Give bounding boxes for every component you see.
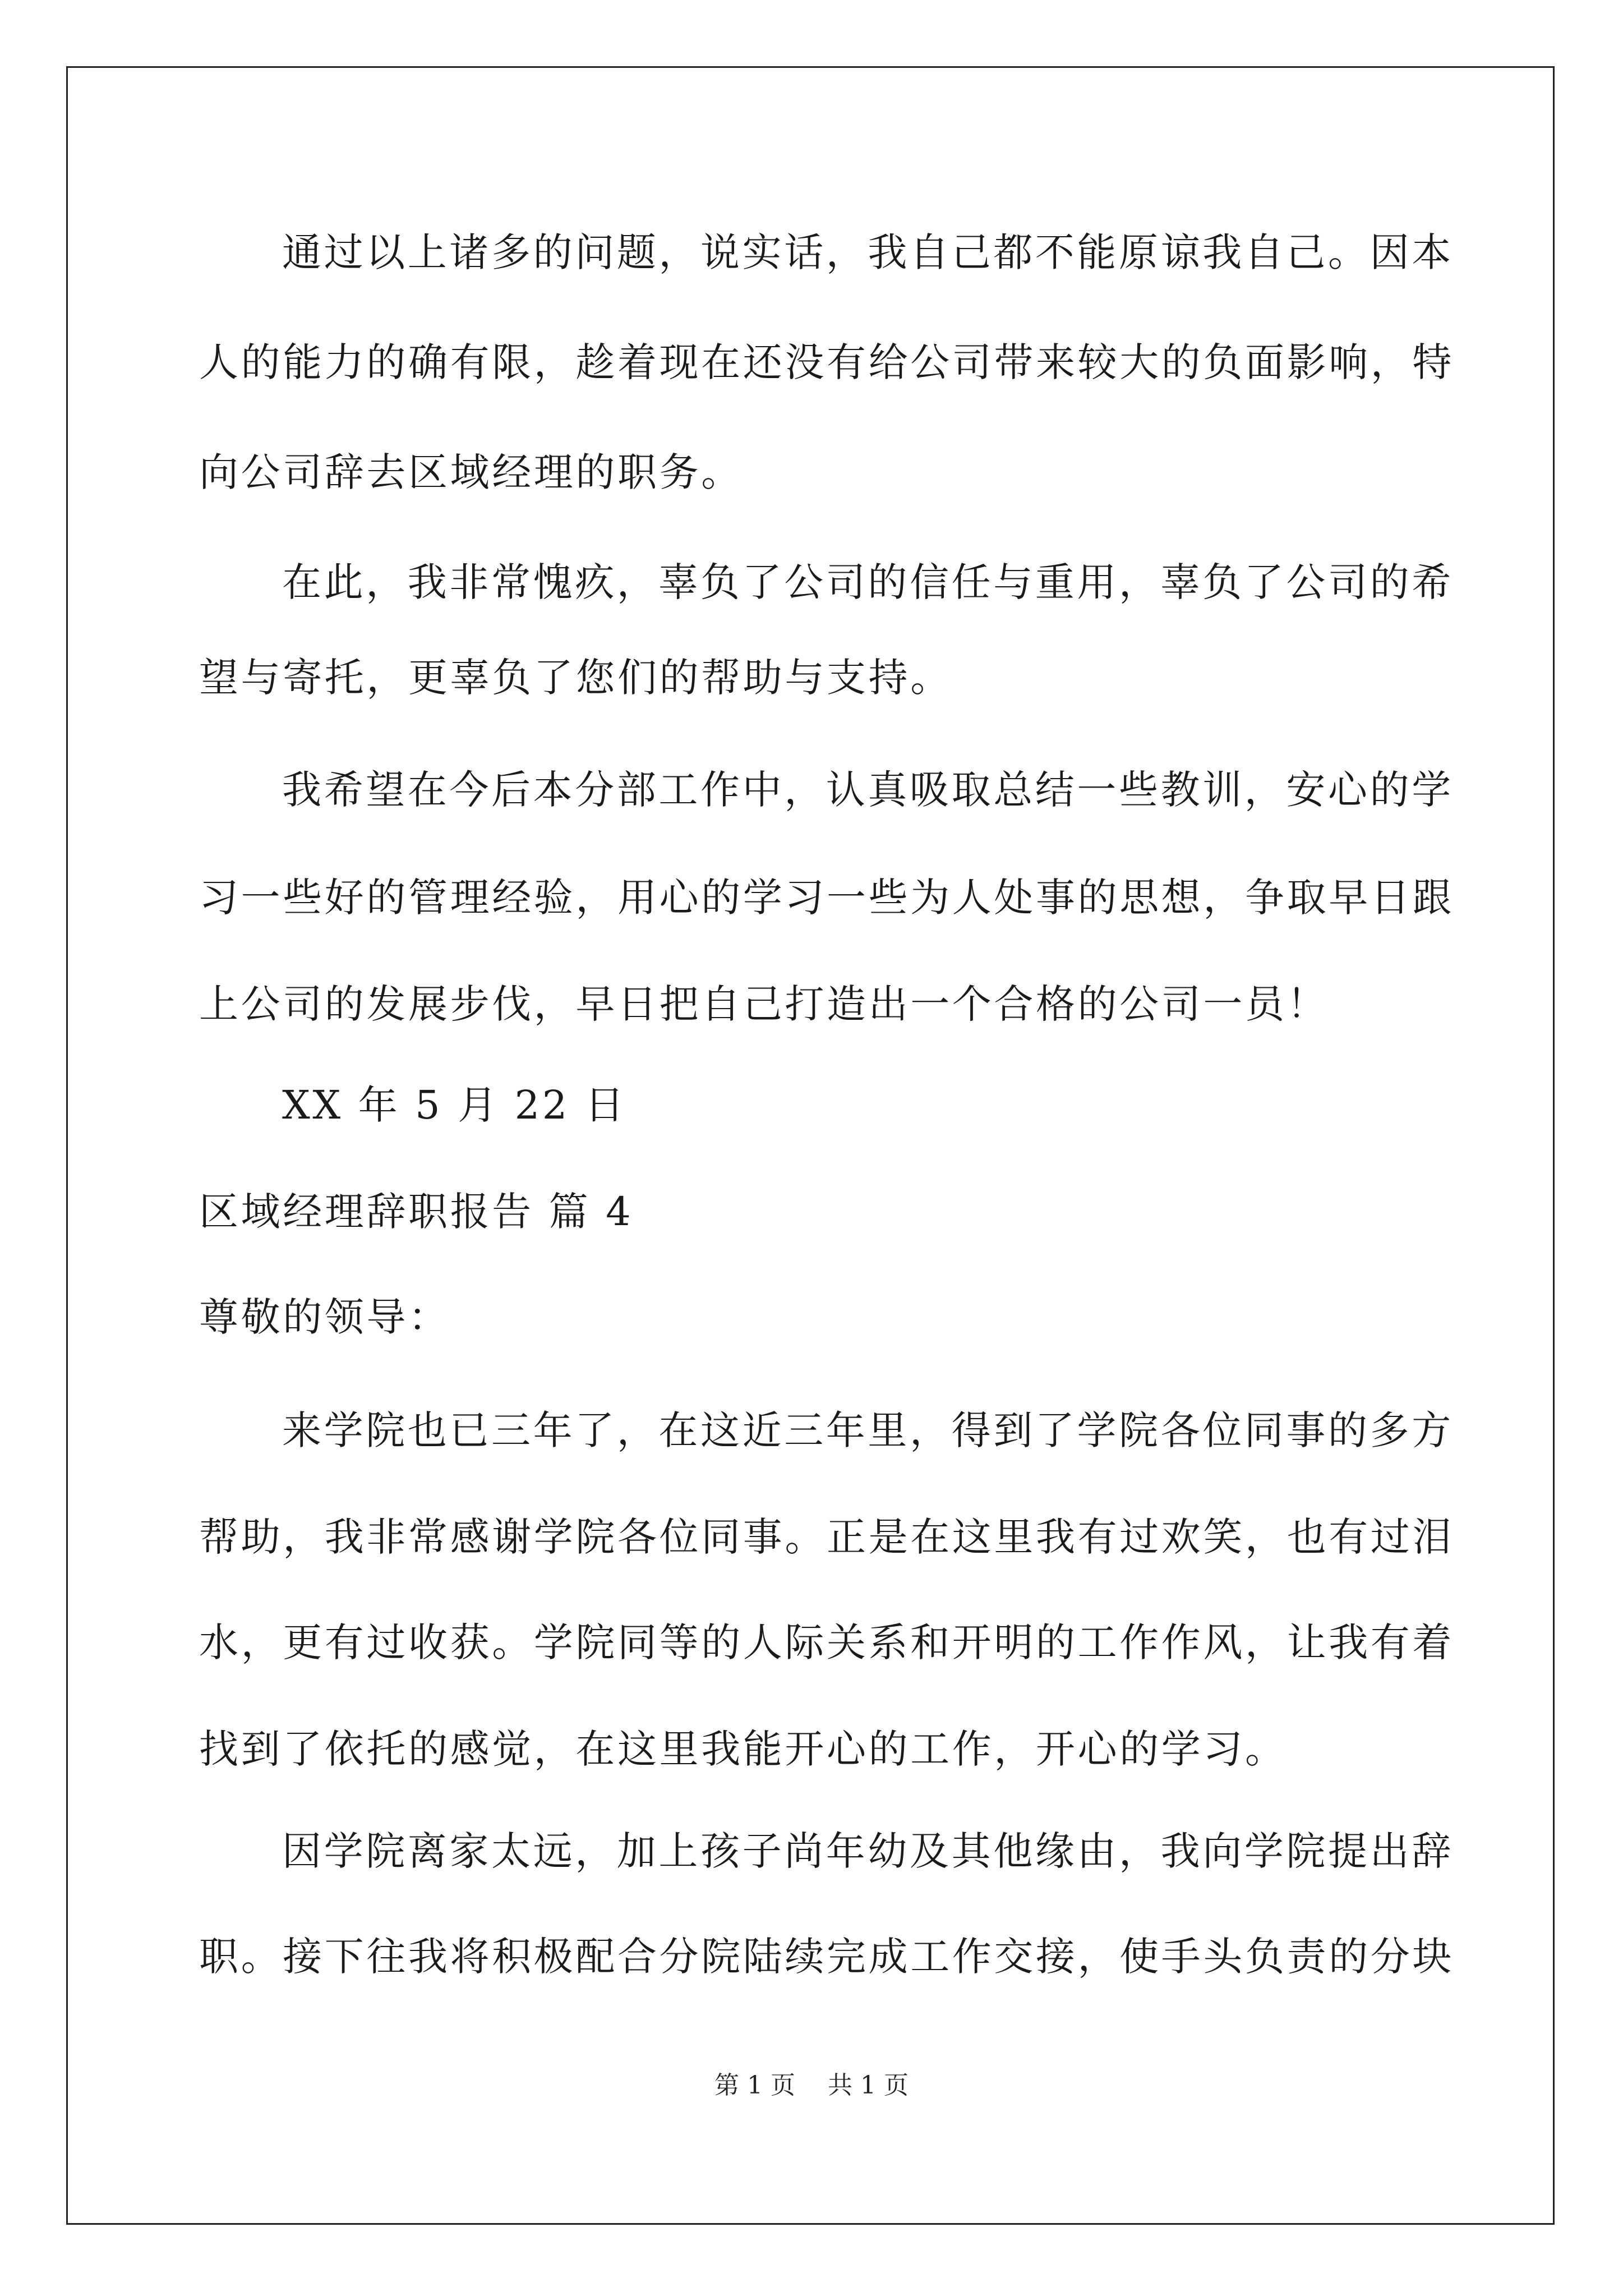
paragraph-line: 向公司辞去区域经理的职务。: [199, 449, 743, 495]
paragraph-line: 习一些好的管理经验，用心的学习一些为人处事的思想，争取早日跟: [199, 875, 1454, 921]
paragraph-line: 职。接下往我将积极配合分院陆续完成工作交接，使手头负责的分块: [199, 1934, 1454, 1980]
paragraph-line: 水，更有过收获。学院同等的人际关系和开明的工作作风，让我有着: [199, 1619, 1454, 1665]
paragraph-line: 人的能力的确有限，趁着现在还没有给公司带来较大的负面影响，特: [199, 339, 1454, 385]
paragraph-line: 找到了依托的感觉，在这里我能开心的工作，开心的学习。: [199, 1726, 1287, 1772]
paragraph-line: 来学院也已三年了，在这近三年里，得到了学院各位同事的多方: [282, 1407, 1454, 1453]
paragraph-line: 上公司的发展步伐，早日把自己打造出一个合格的公司一员！: [199, 981, 1329, 1027]
section-heading: 区域经理辞职报告 篇 4: [199, 1189, 634, 1235]
paragraph-line: 望与寄托，更辜负了您们的帮助与支持。: [199, 655, 952, 701]
salutation: 尊敬的领导：: [199, 1294, 450, 1340]
paragraph-line: 通过以上诸多的问题，说实话，我自己都不能原谅我自己。因本: [282, 229, 1454, 275]
page-number-footer: 第 1 页 共 1 页: [714, 2071, 909, 2100]
date-line: XX 年 5 月 22 日: [282, 1082, 627, 1128]
paragraph-line: 我希望在今后本分部工作中，认真吸取总结一些教训，安心的学: [282, 767, 1454, 813]
paragraph-line: 因学院离家太远，加上孩子尚年幼及其他缘由，我向学院提出辞: [282, 1828, 1454, 1874]
paragraph-line: 在此，我非常愧疚，辜负了公司的信任与重用，辜负了公司的希: [282, 559, 1454, 605]
paragraph-line: 帮助，我非常感谢学院各位同事。正是在这里我有过欢笑，也有过泪: [199, 1514, 1454, 1560]
